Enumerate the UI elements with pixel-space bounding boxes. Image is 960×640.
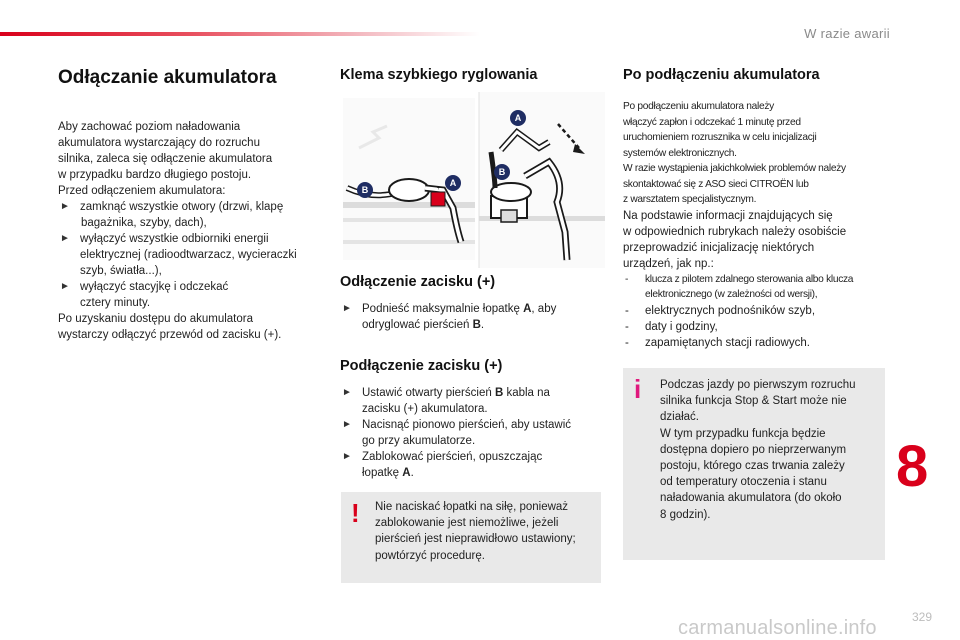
list-item: ► zamknąć wszystkie otwory (drzwi, klapę bagażnika, szyby, dach), <box>60 201 284 229</box>
main-title: Odłączanie akumulatora <box>58 67 277 88</box>
list-item: ► wyłączyć wszystkie odbiorniki energii elektrycznej (radioodtwarzacz, wycieraczki szyb, światła...), <box>60 233 297 277</box>
list-item: ► wyłączyć stacyjkę i odczekać cztery minuty. <box>60 281 229 309</box>
initialization-paragraph: Na podstawie informacji znajdujących się w odpowiednich rubrykach należy osobiście przeprowadzić inicjalizację niektórych urządzeń, jak np.: <box>623 209 847 270</box>
info-text: Podczas jazdy po pierwszym rozruchu silnika funkcja Stop & Start może nie działać. W tym przypadku funkcja będzie dostępna dopiero po nieprzerwanym postoju, którego czas trwania zależy od temperatury otoczenia i stanu naładowania akumulatora (do około 8 godzin). <box>660 379 856 521</box>
bullet-icon: ► <box>60 281 70 292</box>
list-item: ► Nacisnąć pionowo pierścień, aby ustawić go przy akumulatorze. <box>342 419 572 447</box>
warning-icon: ! <box>351 498 360 528</box>
bullet-icon: ► <box>342 303 352 314</box>
list-item: ► Ustawić otwarty pierścień B kabla na zacisku (+) akumulatora. <box>342 387 550 415</box>
after-connect-title: Po podłączeniu akumulatora <box>623 67 820 83</box>
bullet-icon: ► <box>342 387 352 398</box>
preparation-steps <box>58 199 320 311</box>
label-a: A <box>449 178 457 188</box>
battery-ridge <box>343 240 475 244</box>
right-column <box>623 64 893 351</box>
section-header: W razie awarii <box>804 26 890 41</box>
list-item: - elektrycznych podnośników szyb, <box>625 304 816 317</box>
disconnect-title: Odłączenie zacisku (+) <box>340 274 496 290</box>
list-item: - klucza z pilotem zdalnego sterowania albo klucza elektronicznego (w zależności od wersji), <box>625 273 854 300</box>
info-icon: i <box>634 374 642 404</box>
panel-background <box>479 92 605 268</box>
after-connect-note: Po podłączeniu akumulatora należy włączyć zapłon i odczekać 1 minutę przed uruchomieniem rozrusznika w celu inicjalizacji systemów elektronicznych. W razie wystąpienia jakichkolwiek problemów należy skontaktować się z ASO sieci CITROËN lub z warsztatem specjalistycznym. <box>623 101 846 205</box>
disconnect-steps <box>340 301 602 333</box>
list-item: - daty i godziny, <box>625 320 718 333</box>
battery-clamp-illustration <box>343 92 605 268</box>
page-number: 329 <box>912 610 933 624</box>
bullet-icon: ► <box>342 419 352 430</box>
intro-text: Aby zachować poziom naładowania akumulatora wystarczający do rozruchu silnika, zaleca się odłączenie akumulatora w przypadku bardzo długiego postoju. Przed odłączeniem akumulatora: <box>58 121 273 197</box>
bullet-icon: ► <box>60 233 70 244</box>
label-b: B <box>361 185 369 195</box>
chapter-number: 8 <box>896 434 929 499</box>
connect-steps <box>340 385 602 481</box>
warning-box <box>341 492 601 583</box>
label-b: B <box>498 167 506 177</box>
right-panel <box>479 92 605 268</box>
outro-text: Po uzyskaniu dostępu do akumulatora wystarczy odłączyć przewód od zacisku (+). <box>58 313 282 341</box>
info-box <box>623 368 885 560</box>
terminal-post <box>501 210 517 222</box>
quick-clamp-title: Klema szybkiego ryglowania <box>340 67 538 83</box>
bullet-icon: ► <box>342 451 352 462</box>
list-item: ► Zablokować pierścień, opuszczając łopatkę A. <box>342 451 543 479</box>
bullet-icon: ► <box>60 201 70 212</box>
header-accent-bar <box>0 32 480 36</box>
left-panel <box>343 98 475 260</box>
warning-text: Nie naciskać łopatki na siłę, ponieważ zablokowanie jest niemożliwe, jeżeli pierścień jest nieprawidłowo ustawiony; powtórzyć procedurę. <box>375 501 576 562</box>
red-lever <box>431 192 445 206</box>
clamp-ring <box>389 179 429 201</box>
label-a: A <box>514 113 522 123</box>
list-item: ► Podnieść maksymalnie łopatkę A, aby odryglować pierścień B. <box>342 303 557 331</box>
left-column <box>58 64 320 343</box>
initialization-list <box>623 272 893 351</box>
connect-title: Podłączenie zacisku (+) <box>340 358 503 374</box>
plus-sign: + <box>437 186 441 192</box>
list-item: - zapamiętanych stacji radiowych. <box>625 336 810 349</box>
watermark: carmanualsonline.info <box>678 617 877 639</box>
